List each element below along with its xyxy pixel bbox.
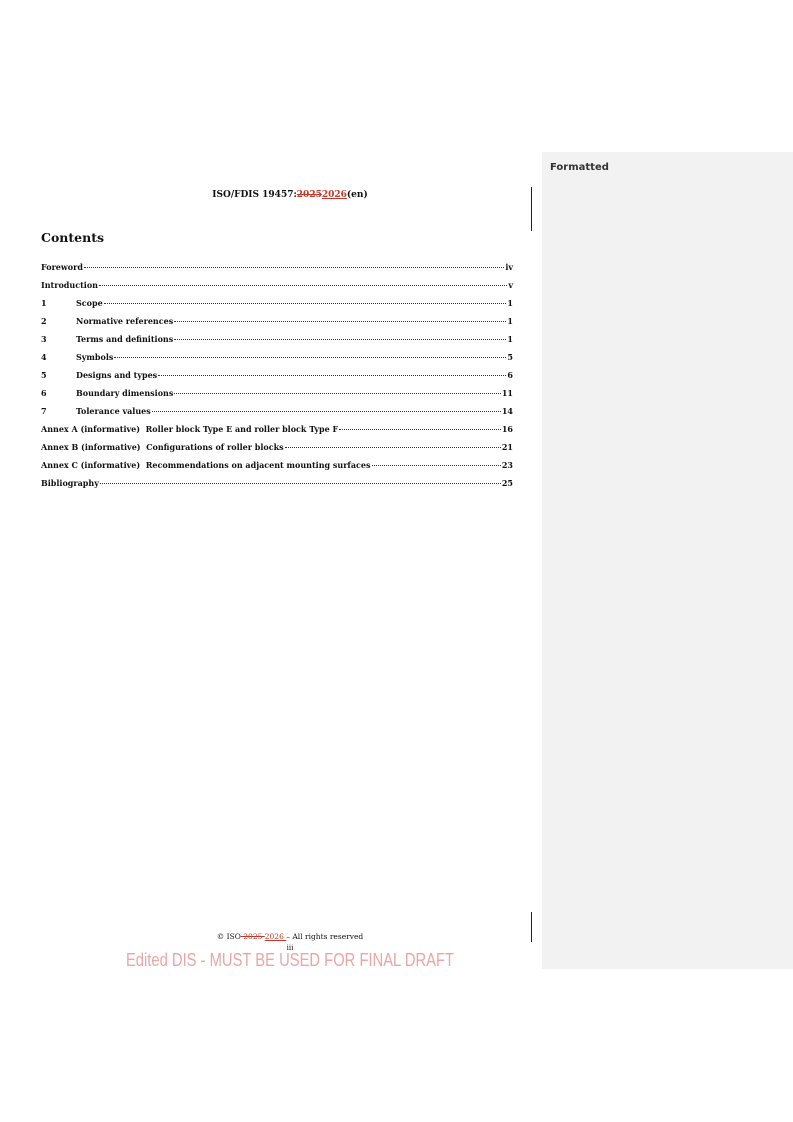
toc-entry-number: 3 (41, 334, 47, 344)
toc-entry-title: Annex B (informative) Configurations of roller blocks (41, 442, 284, 452)
toc-entry-title: Normative references (76, 316, 174, 326)
toc-entry[interactable] (41, 334, 513, 352)
document-id-header (0, 190, 580, 200)
toc-entry-page: 14 (501, 406, 513, 416)
toc-dot-leader (99, 285, 507, 286)
toc-entry-page: 5 (507, 352, 513, 362)
toc-entry-number: 5 (41, 370, 47, 380)
toc-entry[interactable] (41, 316, 513, 334)
toc-entry-title: Designs and types (76, 370, 158, 380)
deleted-year: 2025 (296, 190, 322, 200)
toc-entry-title: Boundary dimensions (76, 388, 174, 398)
toc-entry[interactable] (41, 298, 513, 316)
toc-entry-page: 25 (501, 478, 513, 488)
footer-inserted-year: 2026 (264, 932, 287, 941)
page-number: iii (286, 944, 294, 952)
footer-deleted-year: 2025 (240, 932, 265, 941)
toc-dot-leader (100, 483, 501, 484)
toc-dot-leader (285, 447, 501, 448)
toc-entry-page: 6 (507, 370, 513, 380)
toc-entry[interactable] (41, 406, 513, 424)
toc-entry[interactable] (41, 388, 513, 406)
toc-dot-leader (158, 375, 506, 376)
table-of-contents (41, 262, 513, 496)
toc-dot-leader (104, 303, 507, 304)
toc-entry-page: 1 (507, 334, 513, 344)
toc-entry-number: 4 (41, 352, 47, 362)
toc-entry[interactable] (41, 424, 513, 442)
toc-entry-page: 1 (507, 316, 513, 326)
toc-entry[interactable] (41, 460, 513, 478)
toc-entry[interactable] (41, 280, 513, 298)
toc-entry-title: Annex C (informative) Recommendations on adjacent mounting surfaces (41, 460, 371, 470)
doc-id-prefix: ISO/FDIS 19457: (212, 190, 297, 200)
toc-entry[interactable] (41, 370, 513, 388)
toc-entry-title: Symbols (76, 352, 114, 362)
toc-entry-page: 11 (501, 388, 513, 398)
toc-dot-leader (339, 429, 501, 430)
toc-entry-title: Foreword (41, 262, 83, 272)
toc-entry[interactable] (41, 262, 513, 280)
draft-watermark: Edited DIS - MUST BE USED FOR FINAL DRAFT (125, 950, 455, 970)
toc-entry-title: Introduction (41, 280, 98, 290)
toc-entry[interactable] (41, 442, 513, 460)
toc-entry-page: 21 (501, 442, 513, 452)
toc-entry-page: iv (505, 262, 513, 272)
toc-dot-leader (372, 465, 501, 466)
toc-entry-title: Annex A (informative) Roller block Type E and roller block Type F (41, 424, 339, 434)
copyright-footer (0, 932, 580, 941)
toc-dot-leader (152, 411, 501, 412)
toc-dot-leader (174, 393, 501, 394)
toc-entry-title: Tolerance values (76, 406, 151, 416)
doc-id-suffix: (en) (346, 190, 368, 200)
copyright-suffix: – All rights reserved (286, 932, 364, 941)
toc-entry-number: 2 (41, 316, 47, 326)
copyright-prefix: © ISO (216, 932, 241, 941)
toc-entry-title: Bibliography (41, 478, 99, 488)
toc-dot-leader (114, 357, 506, 358)
inserted-year: 2026 (321, 190, 347, 200)
toc-entry-page: 23 (501, 460, 513, 470)
toc-entry-page: v (508, 280, 513, 290)
toc-dot-leader (84, 267, 504, 268)
toc-entry[interactable] (41, 352, 513, 370)
toc-entry-title: Scope (76, 298, 103, 308)
toc-dot-leader (174, 339, 506, 340)
toc-entry-number: 1 (41, 298, 47, 308)
toc-dot-leader (174, 321, 506, 322)
page-title: Contents (41, 230, 105, 245)
toc-entry-number: 6 (41, 388, 47, 398)
comment-pane-title: Formatted (550, 162, 609, 173)
toc-entry-page: 16 (501, 424, 513, 434)
toc-entry-number: 7 (41, 406, 47, 416)
toc-entry-page: 1 (507, 298, 513, 308)
toc-entry-title: Terms and definitions (76, 334, 174, 344)
toc-entry[interactable] (41, 478, 513, 496)
comment-pane (542, 152, 793, 969)
